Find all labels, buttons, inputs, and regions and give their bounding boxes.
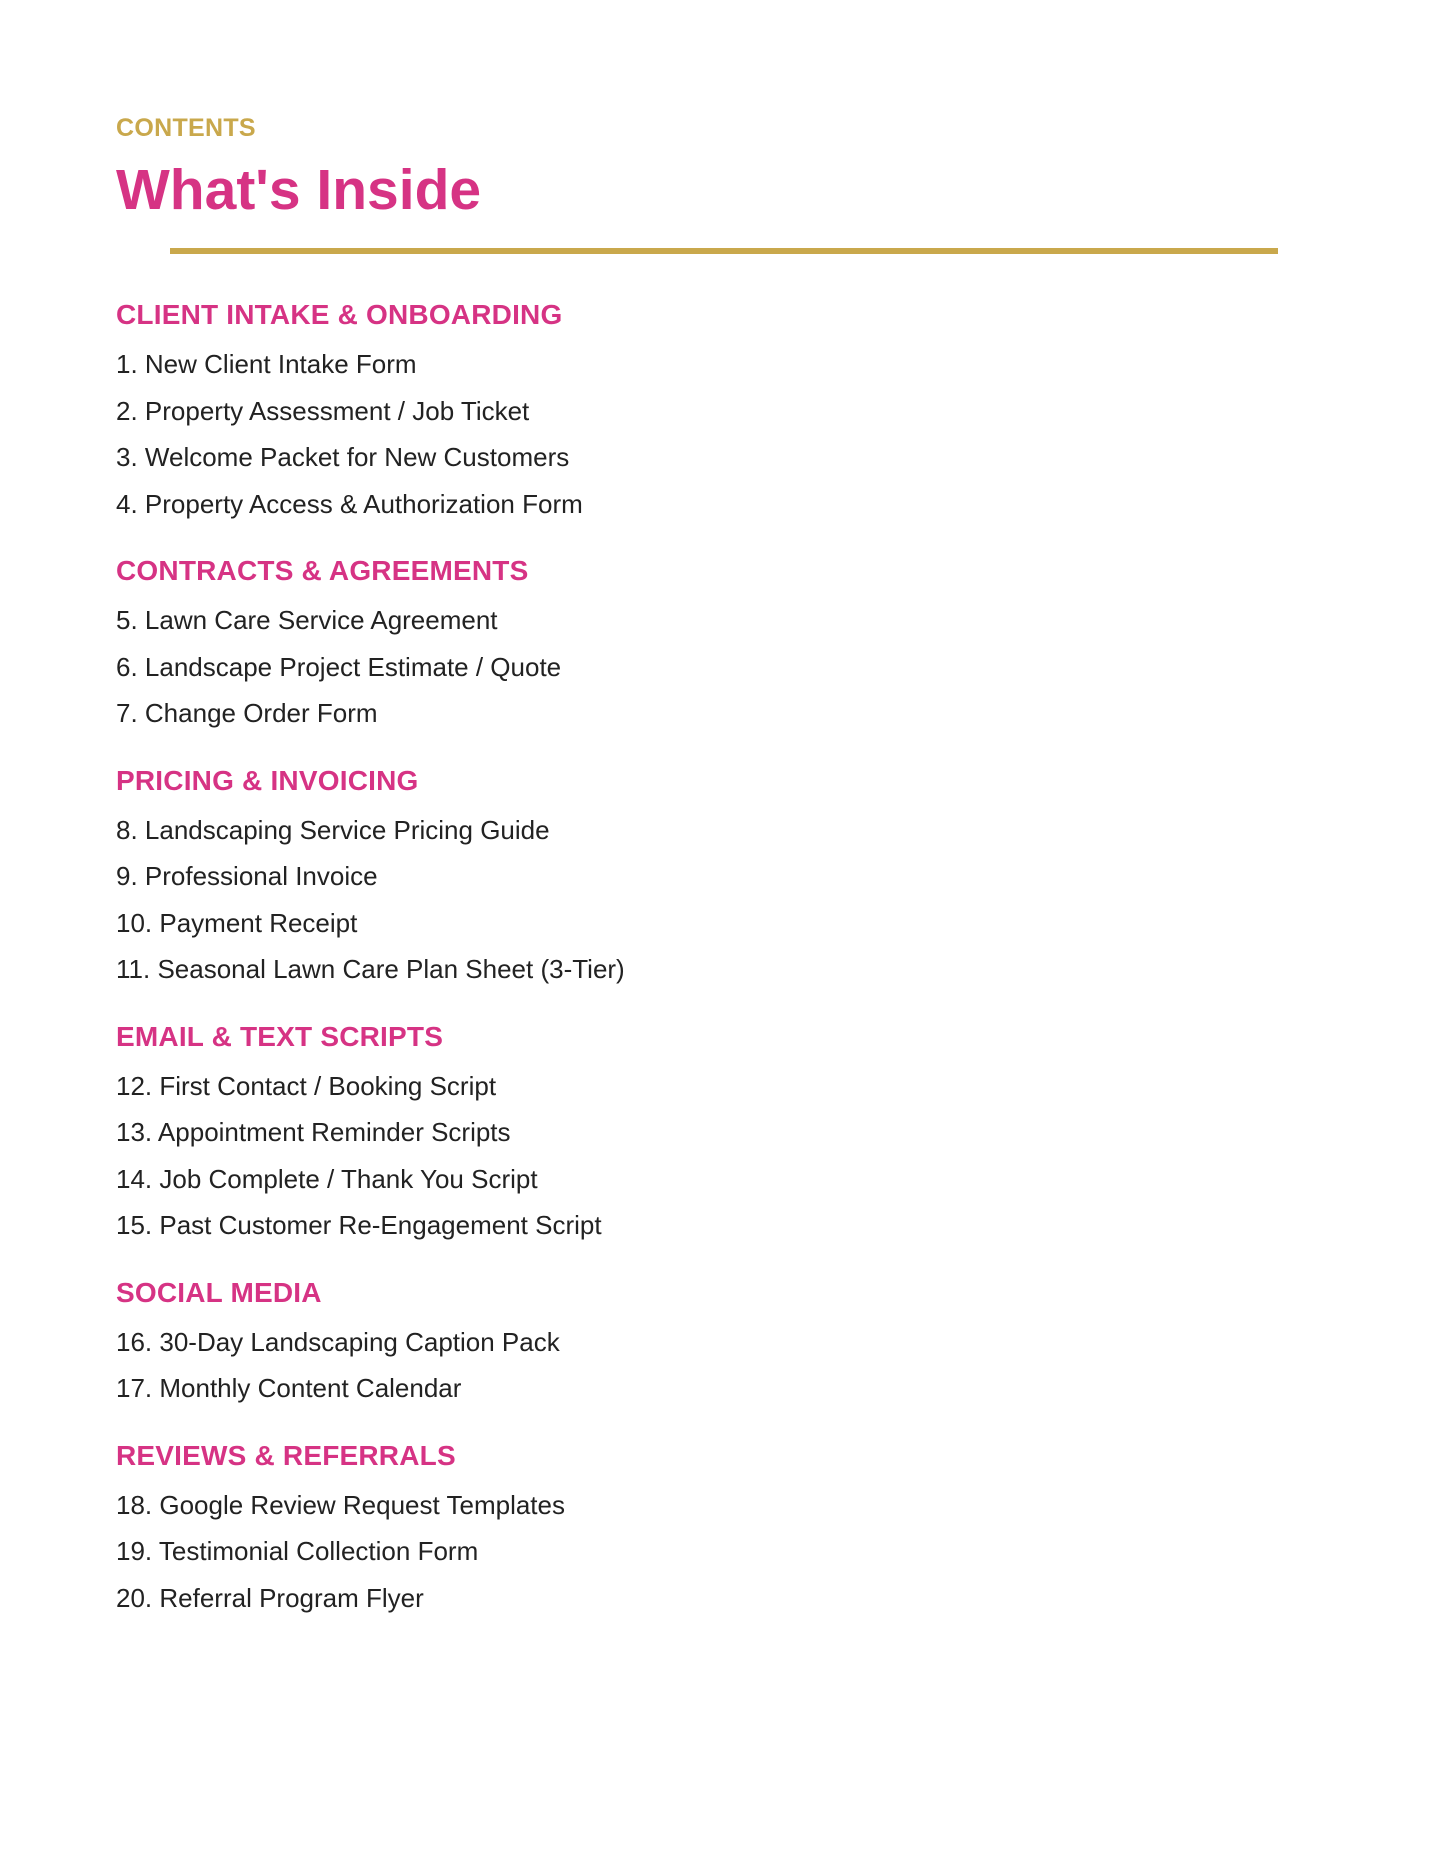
section-scripts	[116, 1019, 1216, 1249]
title-divider	[170, 248, 1278, 254]
list-item: 18. Google Review Request Templates	[116, 1489, 565, 1520]
list-item: 1. New Client Intake Form	[116, 349, 417, 379]
section-reviews	[116, 1438, 1216, 1622]
list-item: 9. Professional Invoice	[116, 861, 378, 891]
section-heading: CLIENT INTAKE & ONBOARDING	[116, 299, 563, 330]
page-title: What's Inside	[116, 158, 482, 222]
list-item: 19. Testimonial Collection Form	[116, 1536, 479, 1566]
list-item: 2. Property Assessment / Job Ticket	[116, 395, 530, 426]
list-item: 4. Property Access & Authorization Form	[116, 488, 583, 519]
list-item: 20. Referral Program Flyer	[116, 1582, 424, 1613]
section-heading: EMAIL & TEXT SCRIPTS	[116, 1020, 444, 1052]
list-item: 3. Welcome Packet for New Customers	[116, 442, 570, 472]
list-item: 10. Payment Receipt	[116, 907, 358, 938]
section-social-media	[116, 1275, 1216, 1412]
contents-page	[116, 112, 1329, 1613]
section-heading: CONTRACTS & AGREEMENTS	[116, 555, 529, 586]
list-item: 12. First Contact / Booking Script	[116, 1070, 497, 1101]
list-item: 14. Job Complete / Thank You Script	[116, 1163, 538, 1194]
contents-eyebrow: CONTENTS	[116, 114, 256, 142]
list-item: 7. Change Order Form	[116, 698, 378, 728]
list-item: 17. Monthly Content Calendar	[116, 1373, 462, 1403]
section-pricing	[116, 763, 1216, 993]
list-item: 11. Seasonal Lawn Care Plan Sheet (3-Tier)	[116, 954, 625, 984]
list-item: 13. Appointment Reminder Scripts	[116, 1117, 511, 1147]
contents-sections	[116, 297, 1216, 1647]
list-item: 15. Past Customer Re-Engagement Script	[116, 1210, 602, 1240]
section-heading: SOCIAL MEDIA	[116, 1276, 322, 1308]
section-contracts	[116, 553, 1216, 737]
section-heading: REVIEWS & REFERRALS	[116, 1439, 456, 1471]
section-heading: PRICING & INVOICING	[116, 764, 419, 796]
list-item: 16. 30-Day Landscaping Caption Pack	[116, 1326, 560, 1357]
section-client-intake	[116, 297, 1216, 527]
list-item: 8. Landscaping Service Pricing Guide	[116, 814, 550, 845]
list-item: 6. Landscape Project Estimate / Quote	[116, 651, 562, 682]
list-item: 5. Lawn Care Service Agreement	[116, 605, 498, 635]
